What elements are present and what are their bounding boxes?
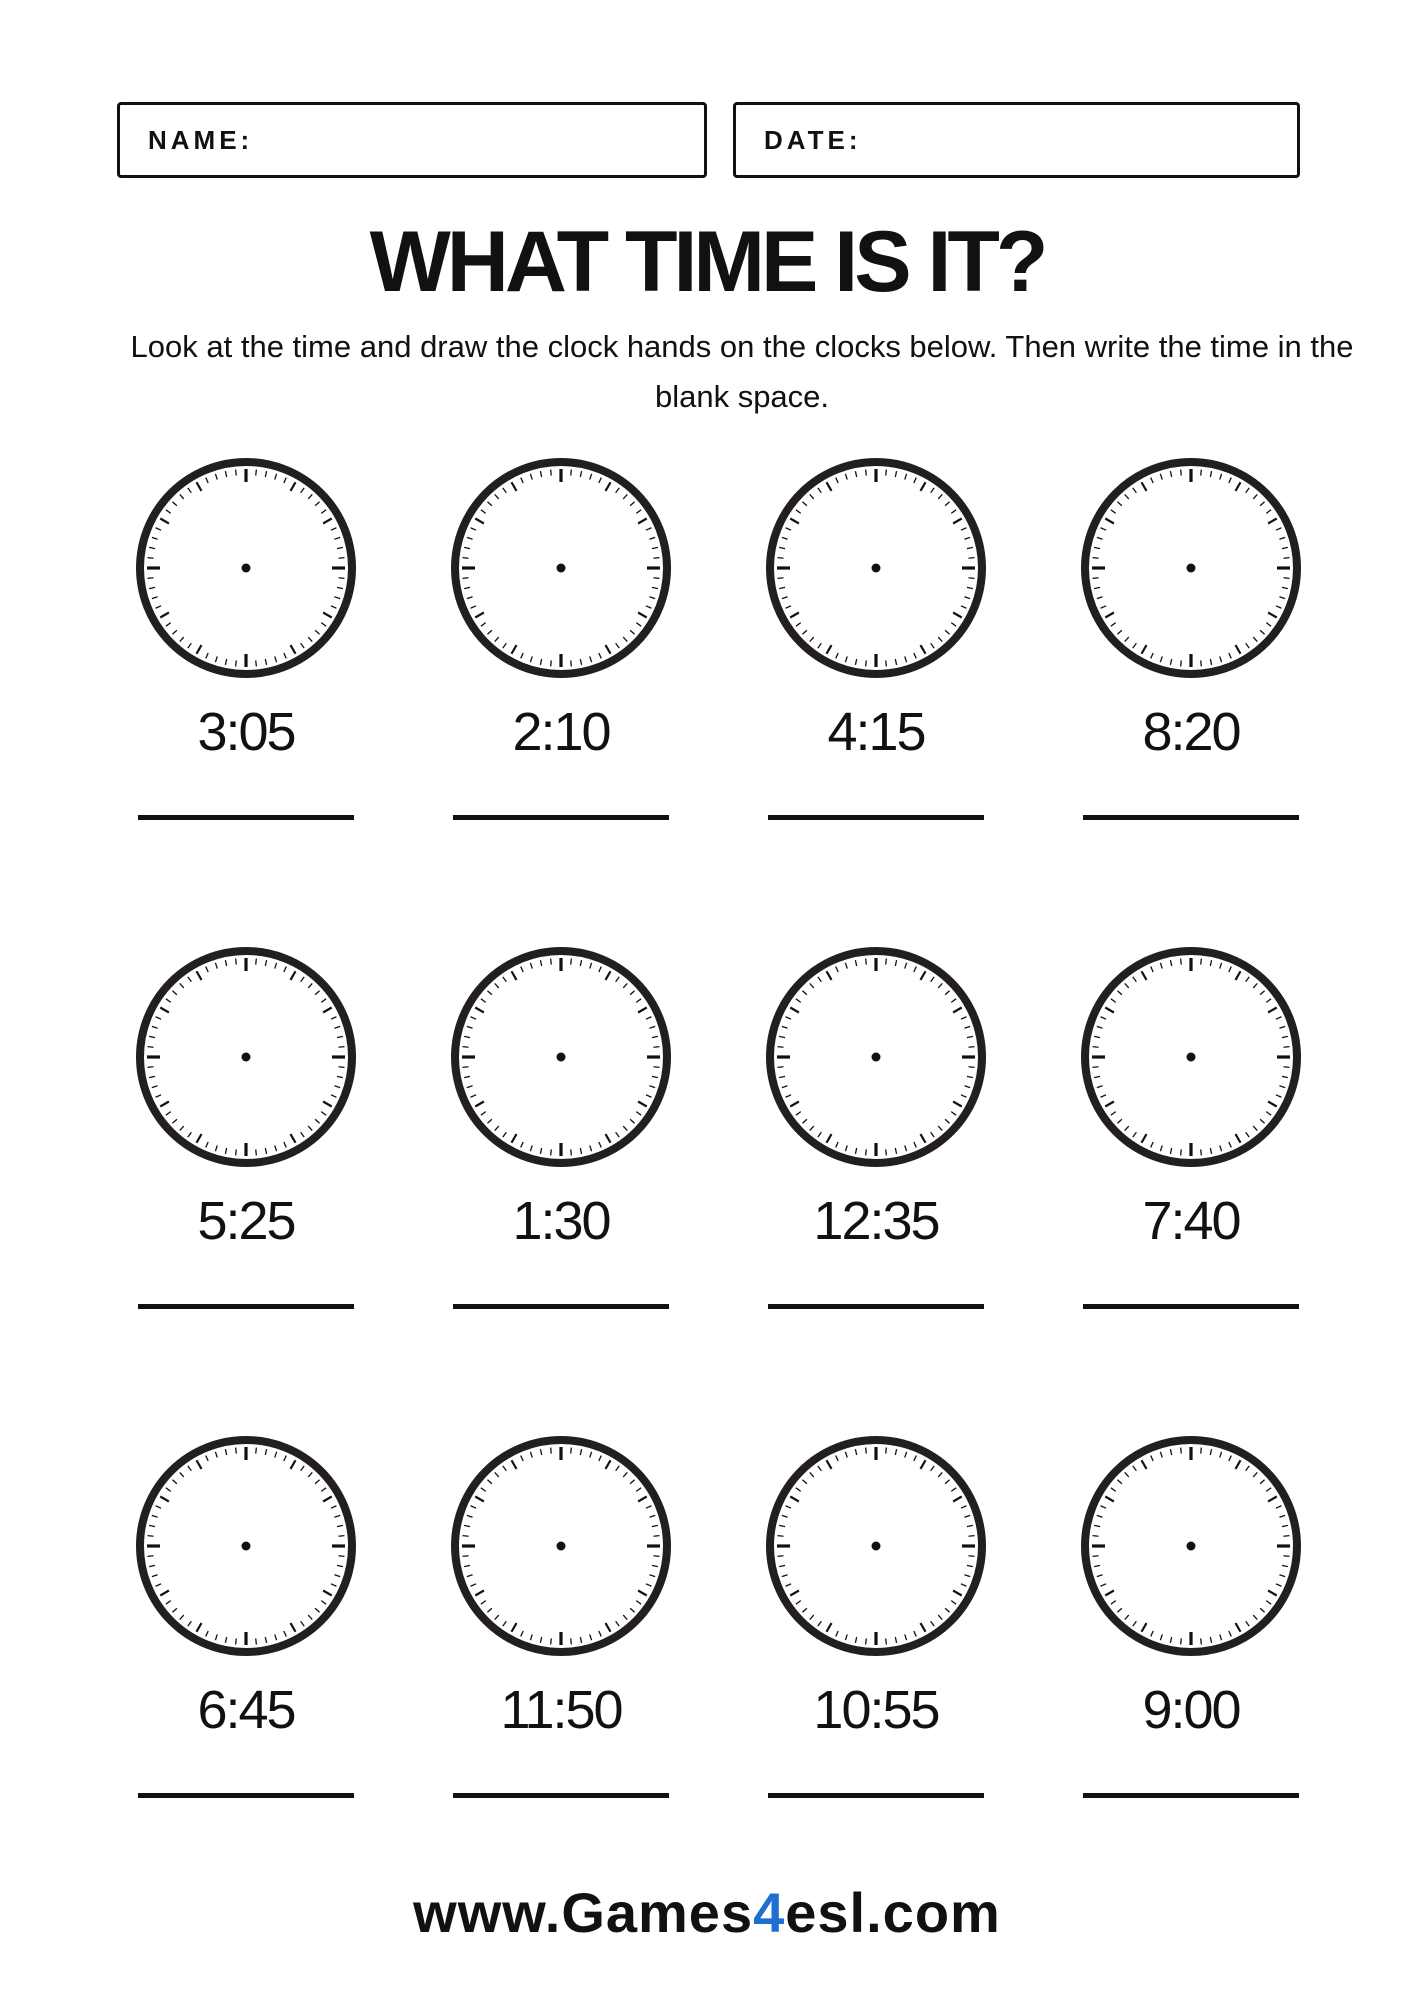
website-prefix: www.Games <box>413 1881 754 1944</box>
minute-tick <box>256 1149 257 1155</box>
center-dot <box>557 564 566 573</box>
minute-tick <box>968 1536 974 1537</box>
minute-tick <box>1201 1448 1202 1454</box>
minute-tick <box>338 1556 344 1557</box>
minute-tick <box>236 470 237 476</box>
minute-tick <box>866 1638 867 1644</box>
minute-tick <box>236 959 237 965</box>
minute-tick <box>1093 1047 1099 1048</box>
answer-blank-line[interactable] <box>768 1793 984 1798</box>
clock-time-label: 8:20 <box>1142 702 1240 762</box>
center-dot <box>557 1053 566 1062</box>
minute-tick <box>1201 1638 1202 1644</box>
minute-tick <box>338 1536 344 1537</box>
website-suffix: esl.com <box>785 1881 1001 1944</box>
center-dot <box>1187 1053 1196 1062</box>
minute-tick <box>236 660 237 666</box>
minute-tick <box>1181 470 1182 476</box>
minute-tick <box>653 578 659 579</box>
minute-tick <box>968 558 974 559</box>
answer-blank-line[interactable] <box>453 815 669 820</box>
answer-blank-line[interactable] <box>453 1793 669 1798</box>
minute-tick <box>1093 558 1099 559</box>
clock-time-label: 4:15 <box>827 702 925 762</box>
clock-time-label: 5:25 <box>197 1191 295 1251</box>
minute-tick <box>866 959 867 965</box>
center-dot <box>872 1053 881 1062</box>
clock-face[interactable] <box>446 453 676 683</box>
minute-tick <box>338 558 344 559</box>
clock-face[interactable] <box>131 942 361 1172</box>
minute-tick <box>1201 660 1202 666</box>
minute-tick <box>148 1067 154 1068</box>
website-accent: 4 <box>753 1881 786 1944</box>
minute-tick <box>866 1448 867 1454</box>
minute-tick <box>653 558 659 559</box>
minute-tick <box>653 1556 659 1557</box>
website-footer <box>0 1880 1414 1945</box>
minute-tick <box>463 1556 469 1557</box>
center-dot <box>242 1053 251 1062</box>
minute-tick <box>1201 959 1202 965</box>
minute-tick <box>571 1448 572 1454</box>
minute-tick <box>778 1556 784 1557</box>
minute-tick <box>463 578 469 579</box>
clock-time-label: 9:00 <box>1142 1680 1240 1740</box>
minute-tick <box>463 1067 469 1068</box>
minute-tick <box>338 578 344 579</box>
minute-tick <box>1283 1047 1289 1048</box>
minute-tick <box>886 470 887 476</box>
minute-tick <box>256 660 257 666</box>
minute-tick <box>886 1448 887 1454</box>
minute-tick <box>866 660 867 666</box>
center-dot <box>872 564 881 573</box>
minute-tick <box>653 1067 659 1068</box>
center-dot <box>1187 564 1196 573</box>
minute-tick <box>571 1638 572 1644</box>
minute-tick <box>236 1149 237 1155</box>
minute-tick <box>551 1149 552 1155</box>
minute-tick <box>551 1448 552 1454</box>
minute-tick <box>1181 1638 1182 1644</box>
minute-tick <box>1283 1556 1289 1557</box>
minute-tick <box>778 1536 784 1537</box>
clock-face[interactable] <box>131 1431 361 1661</box>
minute-tick <box>1201 470 1202 476</box>
minute-tick <box>338 1047 344 1048</box>
minute-tick <box>1181 1149 1182 1155</box>
center-dot <box>872 1542 881 1551</box>
clock-face[interactable] <box>1076 942 1306 1172</box>
clock-face[interactable] <box>446 942 676 1172</box>
clock-time-label: 12:35 <box>813 1191 939 1251</box>
clock-face[interactable] <box>131 453 361 683</box>
minute-tick <box>463 1536 469 1537</box>
clock-face[interactable] <box>761 1431 991 1661</box>
minute-tick <box>551 959 552 965</box>
clock-time-label: 3:05 <box>197 702 295 762</box>
minute-tick <box>148 1047 154 1048</box>
clock-time-label: 2:10 <box>512 702 610 762</box>
minute-tick <box>778 1047 784 1048</box>
minute-tick <box>968 1047 974 1048</box>
answer-blank-line[interactable] <box>1083 1304 1299 1309</box>
minute-tick <box>968 1067 974 1068</box>
minute-tick <box>886 1149 887 1155</box>
minute-tick <box>463 1047 469 1048</box>
minute-tick <box>653 1047 659 1048</box>
minute-tick <box>148 558 154 559</box>
center-dot <box>1187 1542 1196 1551</box>
minute-tick <box>148 1556 154 1557</box>
center-dot <box>242 564 251 573</box>
answer-blank-line[interactable] <box>138 815 354 820</box>
minute-tick <box>571 959 572 965</box>
minute-tick <box>463 558 469 559</box>
minute-tick <box>866 1149 867 1155</box>
minute-tick <box>1283 578 1289 579</box>
minute-tick <box>571 660 572 666</box>
minute-tick <box>653 1536 659 1537</box>
minute-tick <box>148 578 154 579</box>
minute-tick <box>1283 558 1289 559</box>
minute-tick <box>1181 959 1182 965</box>
clock-time-label: 10:55 <box>813 1680 939 1740</box>
name-label: NAME: <box>148 124 254 155</box>
answer-blank-line[interactable] <box>1083 1793 1299 1798</box>
minute-tick <box>778 558 784 559</box>
clock-time-label: 6:45 <box>197 1680 295 1740</box>
clock-face[interactable] <box>761 453 991 683</box>
minute-tick <box>1201 1149 1202 1155</box>
center-dot <box>557 1542 566 1551</box>
answer-blank-line[interactable] <box>138 1304 354 1309</box>
minute-tick <box>1283 1067 1289 1068</box>
minute-tick <box>1093 1067 1099 1068</box>
name-field[interactable] <box>117 102 707 178</box>
answer-blank-line[interactable] <box>1083 815 1299 820</box>
date-label: DATE: <box>764 124 862 155</box>
answer-blank-line[interactable] <box>768 1304 984 1309</box>
minute-tick <box>256 959 257 965</box>
page-title: WHAT TIME IS IT? <box>369 214 1045 310</box>
minute-tick <box>256 470 257 476</box>
minute-tick <box>256 1448 257 1454</box>
minute-tick <box>236 1638 237 1644</box>
minute-tick <box>886 959 887 965</box>
minute-tick <box>1093 1556 1099 1557</box>
clock-face[interactable] <box>761 942 991 1172</box>
minute-tick <box>1283 1536 1289 1537</box>
clock-face[interactable] <box>1076 1431 1306 1661</box>
answer-blank-line[interactable] <box>768 815 984 820</box>
minute-tick <box>148 1536 154 1537</box>
minute-tick <box>1093 578 1099 579</box>
minute-tick <box>236 1448 237 1454</box>
minute-tick <box>571 1149 572 1155</box>
minute-tick <box>338 1067 344 1068</box>
answer-blank-line[interactable] <box>138 1793 354 1798</box>
date-field[interactable] <box>733 102 1300 178</box>
clock-time-label: 1:30 <box>512 1191 610 1251</box>
center-dot <box>242 1542 251 1551</box>
minute-tick <box>551 1638 552 1644</box>
minute-tick <box>886 1638 887 1644</box>
minute-tick <box>551 660 552 666</box>
minute-tick <box>968 578 974 579</box>
minute-tick <box>256 1638 257 1644</box>
minute-tick <box>1093 1536 1099 1537</box>
clock-face[interactable] <box>446 1431 676 1661</box>
minute-tick <box>968 1556 974 1557</box>
minute-tick <box>778 1067 784 1068</box>
clock-time-label: 7:40 <box>1142 1191 1240 1251</box>
minute-tick <box>1181 660 1182 666</box>
minute-tick <box>551 470 552 476</box>
minute-tick <box>1181 1448 1182 1454</box>
minute-tick <box>571 470 572 476</box>
clock-time-label: 11:50 <box>500 1680 622 1740</box>
minute-tick <box>778 578 784 579</box>
answer-blank-line[interactable] <box>453 1304 669 1309</box>
instructions-text: Look at the time and draw the clock hands on the clocks below. Then write the time in the blank space. <box>130 329 1354 414</box>
minute-tick <box>866 470 867 476</box>
minute-tick <box>886 660 887 666</box>
clock-face[interactable] <box>1076 453 1306 683</box>
